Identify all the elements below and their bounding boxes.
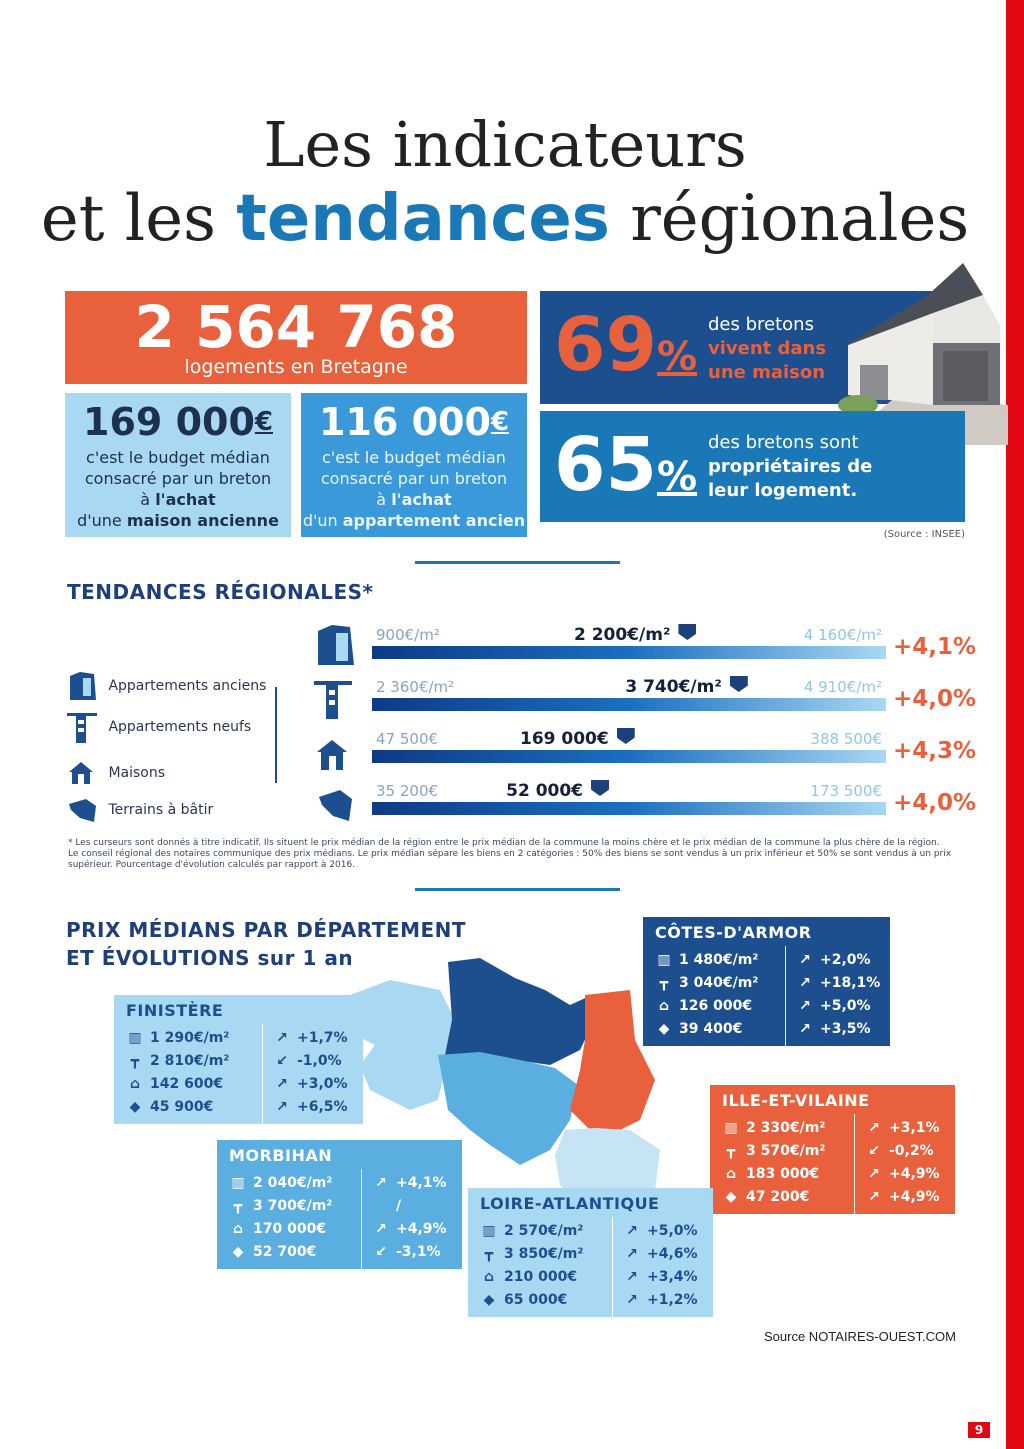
dept-evolution-row [623, 1242, 705, 1265]
appartement-ancien-icon: ▥ [231, 1174, 245, 1191]
trend-median: 2 200€/m² [573, 625, 671, 645]
dept-evolution-row [372, 1240, 454, 1263]
tendances-title: TENDANCES RÉGIONALES* [67, 580, 374, 604]
legend-appartements-neufs: Appartements neufs [66, 710, 251, 744]
row-maison-icon [315, 738, 351, 772]
trend-median: 3 740€/m² [625, 677, 722, 697]
legend-appartements-anciens: Appartements anciens [66, 670, 266, 702]
legend-divider [275, 687, 277, 783]
dept-price: 3 570€/m² [746, 1142, 826, 1159]
dept-price-row [722, 1139, 846, 1162]
insee-source: (Source : INSEE) [883, 529, 965, 540]
dept-evolution-row [372, 1171, 454, 1194]
dept-price-row [126, 1072, 254, 1095]
dept-evolution: -3,1% [396, 1243, 441, 1260]
dept-price-row [480, 1242, 604, 1265]
legend-maisons: Maisons [66, 760, 165, 786]
departements-title: PRIX MÉDIANS PAR DÉPARTEMENT ET ÉVOLUTIONS sur 1 an [66, 918, 467, 970]
stat-65-box [540, 411, 965, 522]
trend-max: 388 500€ [810, 730, 882, 748]
appartement-neuf-icon: ┳ [659, 974, 669, 991]
dept-price: 2 570€/m² [504, 1222, 584, 1239]
terrain-icon: ◆ [658, 1020, 670, 1037]
dept-price: 47 200€ [746, 1188, 810, 1205]
section-divider [415, 561, 620, 564]
trend-cursor-icon [591, 780, 609, 796]
arrow-up-icon: ↗ [276, 1075, 288, 1092]
appartement-neuf-icon: ┳ [726, 1142, 736, 1159]
dept-evolution: +6,5% [297, 1098, 348, 1115]
logements-box [65, 291, 527, 384]
appartement-ancien-icon: ▥ [482, 1222, 496, 1239]
dept-price-row [480, 1219, 604, 1242]
appartement-neuf-icon: ┳ [233, 1197, 243, 1214]
arrow-up-icon: ↗ [868, 1188, 880, 1205]
dept-price: 52 700€ [253, 1243, 317, 1260]
dept-price: 2 040€/m² [253, 1174, 333, 1191]
stat-65-value: 65% [554, 422, 698, 508]
dept-price: 210 000€ [504, 1268, 578, 1285]
maison-icon: ⌂ [232, 1220, 244, 1237]
appartement-neuf-icon: ┳ [484, 1245, 494, 1262]
trend-evolution: +4,0% [893, 790, 977, 816]
dept-price-row [126, 1049, 254, 1072]
trend-cursor-icon [617, 728, 635, 744]
appart-budget-box [301, 393, 527, 537]
dept-evolution: +4,9% [396, 1220, 447, 1237]
trend-max: 4 910€/m² [803, 678, 882, 696]
tendances-footnote: * Les curseurs sont donnés à titre indicatif. Ils situent le prix médian de la région entre le prix médian de la commune la moins chère et le prix médian de la commune la plus chère de la région. Le conseil régional des notaires communique des prix médians. Le prix médian sépare les biens en 2 catégories : 50% des biens se sont vendus à un prix inférieur et 50% se sont vendus à un prix supérieur. Pourcentage d'évolution calculés par rapport à 2016. [68, 838, 952, 870]
dept-price-row [655, 971, 777, 994]
dept-evolution: +4,1% [396, 1174, 447, 1191]
appart-budget-value: 116 000€ [319, 400, 509, 444]
appartement-ancien-icon [66, 670, 100, 702]
dept-evolution: +1,7% [297, 1029, 348, 1046]
dept-box [710, 1085, 955, 1214]
trend-min: 900€/m² [376, 626, 440, 644]
appartement-ancien-icon: ▥ [657, 951, 671, 968]
stat-69-text: des bretons vivent dans une maison [708, 314, 827, 383]
dept-evolution-row [372, 1217, 454, 1240]
dept-price: 126 000€ [679, 997, 753, 1014]
arrow-up-icon: ↗ [799, 1020, 811, 1037]
dept-evolution-row [796, 971, 882, 994]
dept-price: 39 400€ [679, 1020, 743, 1037]
arrow-up-icon: ↗ [375, 1220, 387, 1237]
dept-price-row [655, 948, 777, 971]
dept-evolution: +5,0% [820, 997, 871, 1014]
dept-evolution-row [372, 1194, 454, 1217]
trend-bar [372, 750, 886, 763]
dept-price: 2 330€/m² [746, 1119, 826, 1136]
trend-evolution: +4,3% [893, 738, 977, 764]
dept-price: 3 040€/m² [679, 974, 759, 991]
section-divider-2 [415, 888, 620, 891]
dept-price-row [126, 1026, 254, 1049]
trend-bar [372, 698, 886, 711]
dept-evolution-row [273, 1049, 355, 1072]
dept-name: LOIRE-ATLANTIQUE [480, 1194, 660, 1213]
dept-evolution: -0,2% [889, 1142, 934, 1159]
dept-evolution-row [865, 1116, 947, 1139]
page-title-line2: et les tendances régionales [40, 182, 970, 256]
stat-69-value: 69% [554, 302, 698, 388]
dept-box [643, 917, 890, 1046]
dept-evolution: +1,2% [647, 1291, 698, 1308]
dept-price-row [480, 1288, 604, 1311]
arrow-up-icon: ↗ [276, 1029, 288, 1046]
arrow-down-icon: ↙ [276, 1052, 288, 1069]
appartement-neuf-icon: ┳ [130, 1052, 140, 1069]
arrow-up-icon: ↗ [626, 1268, 638, 1285]
dept-evolution-row [796, 948, 882, 971]
dept-price: 65 000€ [504, 1291, 568, 1308]
stat-65-text: des bretons sont propriétaires de leur logement. [708, 432, 873, 501]
terrain-icon: ◆ [232, 1243, 244, 1260]
terrain-icon: ◆ [725, 1188, 737, 1205]
logements-label: logements en Bretagne [184, 356, 408, 378]
dept-price: 3 850€/m² [504, 1245, 584, 1262]
appartement-neuf-icon [66, 710, 100, 744]
dept-price-row [480, 1265, 604, 1288]
trend-min: 35 200€ [376, 782, 439, 800]
trend-median: 169 000€ [520, 729, 609, 749]
maison-icon: ⌂ [483, 1268, 495, 1285]
dept-price-row [722, 1185, 846, 1208]
dept-name: CÔTES-D'ARMOR [655, 923, 812, 942]
arrow-up-icon: ↗ [799, 997, 811, 1014]
row-terrain-icon [316, 787, 354, 823]
page-title-line1: Les indicateurs [263, 108, 747, 181]
dept-evolution-row [796, 1017, 882, 1040]
arrow-up-icon: ↗ [799, 951, 811, 968]
dept-evolution-row [865, 1185, 947, 1208]
dept-price: 170 000€ [253, 1220, 327, 1237]
dept-price-row [229, 1240, 353, 1263]
dept-evolution: +2,0% [820, 951, 871, 968]
dept-evolution-row [623, 1265, 705, 1288]
maison-icon [66, 760, 100, 786]
dept-price-row [229, 1171, 353, 1194]
dept-price: 183 000€ [746, 1165, 820, 1182]
dept-name: MORBIHAN [229, 1146, 333, 1165]
notaires-source: Source NOTAIRES-OUEST.COM [764, 1329, 956, 1344]
appart-budget-text: c'est le budget médian consacré par un breton à l'achat d'un appartement ancien [302, 448, 526, 530]
arrow-up-icon: ↗ [868, 1165, 880, 1182]
maison-budget-text: c'est le budget médian consacré par un breton à l'achat d'une maison ancienne [77, 448, 279, 530]
dept-evolution: -1,0% [297, 1052, 342, 1069]
dept-evolution: +3,0% [297, 1075, 348, 1092]
maison-icon: ⌂ [725, 1165, 737, 1182]
dept-evolution: +3,5% [820, 1020, 871, 1037]
dept-evolution-row [865, 1139, 947, 1162]
trend-median: 52 000€ [506, 781, 584, 801]
arrow-down-icon: ↙ [375, 1243, 387, 1260]
dept-evolution: +4,6% [647, 1245, 698, 1262]
dept-evolution-row [273, 1072, 355, 1095]
dept-price-row [655, 994, 777, 1017]
dept-price-row [126, 1095, 254, 1118]
arrow-up-icon: ↗ [626, 1245, 638, 1262]
arrow-up-icon: ↗ [626, 1291, 638, 1308]
dept-evolution: +3,1% [889, 1119, 940, 1136]
dept-evolution-row [273, 1026, 355, 1049]
dept-price: 1 290€/m² [150, 1029, 230, 1046]
map-cotes-darmor [445, 958, 592, 1065]
trend-max: 4 160€/m² [803, 626, 882, 644]
dept-price: 2 810€/m² [150, 1052, 230, 1069]
dept-box [217, 1140, 462, 1269]
dept-price: 142 600€ [150, 1075, 224, 1092]
dept-price-row [229, 1217, 353, 1240]
terrain-icon: ◆ [129, 1098, 141, 1115]
arrow-up-icon: ↗ [799, 974, 811, 991]
dept-box [114, 995, 363, 1124]
arrow-up-icon: ↗ [375, 1174, 387, 1191]
row-appartement-ancien-icon [314, 621, 358, 667]
dept-evolution-row [796, 994, 882, 1017]
row-appartement-neuf-icon [312, 677, 356, 721]
terrain-icon: ◆ [483, 1291, 495, 1308]
arrow-down-icon: ↙ [868, 1142, 880, 1159]
arrow-up-icon: ↗ [276, 1098, 288, 1115]
dept-evolution-row [273, 1095, 355, 1118]
dept-evolution: +18,1% [820, 974, 881, 991]
trend-cursor-icon [678, 624, 696, 640]
trend-min: 2 360€/m² [376, 678, 455, 696]
trend-min: 47 500€ [376, 730, 439, 748]
dept-name: FINISTÈRE [126, 1001, 224, 1020]
dept-evolution-row [623, 1288, 705, 1311]
appartement-ancien-icon: ▥ [128, 1029, 142, 1046]
arrow-up-icon: ↗ [626, 1222, 638, 1239]
trend-max: 173 500€ [810, 782, 882, 800]
dept-price: 3 700€/m² [253, 1197, 333, 1214]
dept-price-row [722, 1116, 846, 1139]
trend-bar [372, 646, 886, 659]
maison-icon: ⌂ [129, 1075, 141, 1092]
trend-evolution: +4,1% [893, 634, 977, 660]
maison-budget-value: 169 000€ [83, 400, 273, 444]
dept-evolution: / [396, 1197, 402, 1214]
dept-evolution: +3,4% [647, 1268, 698, 1285]
dept-evolution: +4,9% [889, 1188, 940, 1205]
page-number: 9 [968, 1422, 990, 1438]
dept-price: 45 900€ [150, 1098, 214, 1115]
dept-price-row [655, 1017, 777, 1040]
dept-price-row [229, 1194, 353, 1217]
maison-budget-box [65, 393, 291, 537]
terrain-icon [66, 796, 100, 824]
dept-name: ILLE-ET-VILAINE [722, 1091, 870, 1110]
logements-value: 2 564 768 [134, 293, 458, 361]
legend-terrains: Terrains à bâtir [66, 796, 213, 824]
appartement-ancien-icon: ▥ [724, 1119, 738, 1136]
trend-evolution: +4,0% [893, 686, 977, 712]
dept-evolution-row [865, 1162, 947, 1185]
arrow-up-icon: ↗ [868, 1119, 880, 1136]
dept-evolution: +5,0% [647, 1222, 698, 1239]
trend-bar [372, 802, 886, 815]
maison-icon: ⌂ [658, 997, 670, 1014]
dept-box [468, 1188, 713, 1317]
dept-evolution: +4,9% [889, 1165, 940, 1182]
dept-price-row [722, 1162, 846, 1185]
dept-evolution-row [623, 1219, 705, 1242]
dept-price: 1 480€/m² [679, 951, 759, 968]
